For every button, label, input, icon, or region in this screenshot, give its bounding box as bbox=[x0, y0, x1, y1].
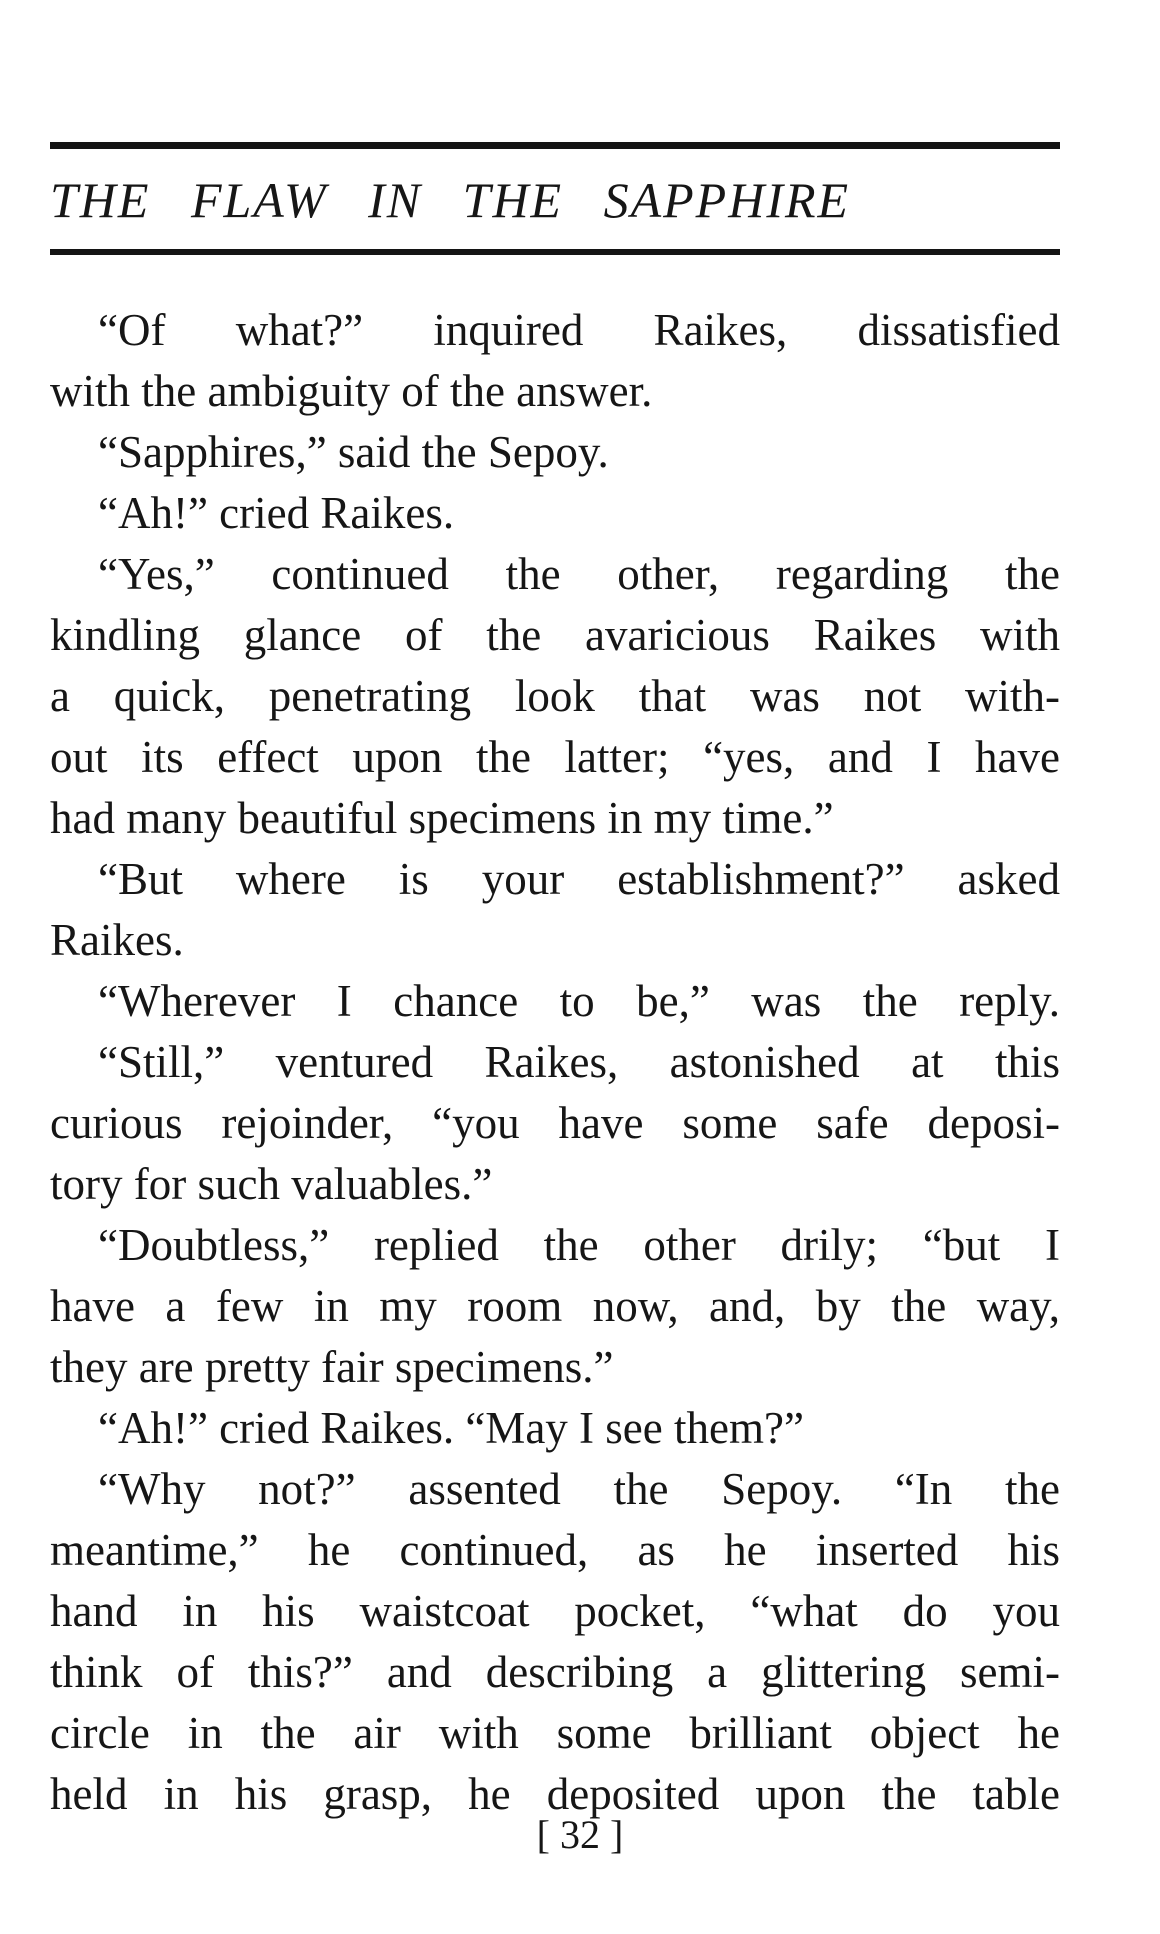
text-line: “But where is your establishment?” asked bbox=[98, 854, 1060, 904]
text-line: “Still,” ventured Raikes, astonished at this bbox=[98, 1037, 1060, 1087]
running-head: THE FLAW IN THE SAPPHIRE bbox=[50, 172, 851, 228]
text-line: “Sapphires,” said the Sepoy. bbox=[98, 427, 609, 477]
body-text bbox=[50, 300, 1060, 1825]
text-line: kindling glance of the avaricious Raikes with bbox=[50, 610, 1060, 660]
text-line: with the ambiguity of the answer. bbox=[50, 366, 653, 416]
text-line: Raikes. bbox=[50, 915, 184, 965]
header-rule-top bbox=[50, 142, 1060, 149]
text-line: hand in his waistcoat pocket, “what do you bbox=[50, 1586, 1060, 1636]
text-line: “Wherever I chance to be,” was the reply. bbox=[98, 976, 1060, 1026]
text-line: circle in the air with some brilliant object he bbox=[50, 1708, 1060, 1758]
text-line: “Yes,” continued the other, regarding the bbox=[98, 549, 1060, 599]
text-line: “Of what?” inquired Raikes, dissatisfied bbox=[98, 305, 1060, 355]
text-line: they are pretty fair specimens.” bbox=[50, 1342, 614, 1392]
text-line: “Ah!” cried Raikes. bbox=[98, 488, 455, 538]
text-line: “Why not?” assented the Sepoy. “In the bbox=[98, 1464, 1060, 1514]
text-line: had many beautiful specimens in my time.” bbox=[50, 793, 834, 843]
text-line: “Ah!” cried Raikes. “May I see them?” bbox=[98, 1403, 804, 1453]
text-line: tory for such valuables.” bbox=[50, 1159, 493, 1209]
text-line: have a few in my room now, and, by the way, bbox=[50, 1281, 1060, 1331]
text-line: held in his grasp, he deposited upon the table bbox=[50, 1769, 1060, 1819]
text-line: think of this?” and describing a glittering semi- bbox=[50, 1647, 1060, 1697]
text-line: curious rejoinder, “you have some safe deposi- bbox=[50, 1098, 1060, 1148]
text-line: “Doubtless,” replied the other drily; “but I bbox=[98, 1220, 1060, 1270]
text-line: a quick, penetrating look that was not with- bbox=[50, 671, 1060, 721]
header-rule-bottom bbox=[50, 249, 1060, 255]
page-number: [ 32 ] bbox=[536, 1812, 624, 1857]
text-line: out its effect upon the latter; “yes, and I have bbox=[50, 732, 1060, 782]
text-line: meantime,” he continued, as he inserted his bbox=[50, 1525, 1060, 1575]
